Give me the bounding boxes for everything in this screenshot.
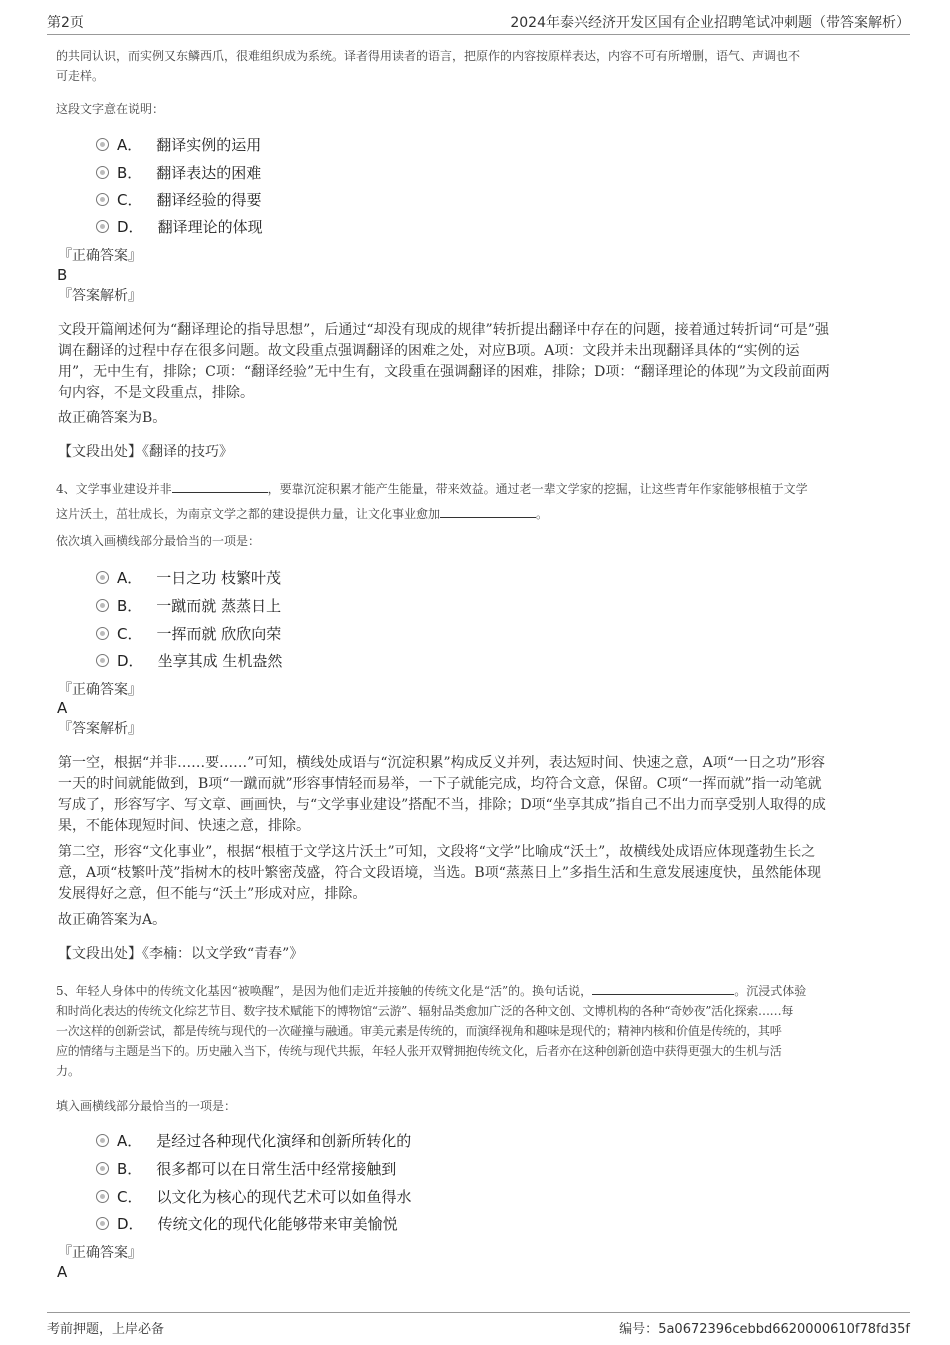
q5-option-a[interactable]: A． 是经过各种现代化演绎和创新所转化的 (96, 1129, 411, 1151)
q4-option-c[interactable]: C． 一挥而就 欣欣向荣 (96, 622, 281, 644)
q3-answer-label: 『正确答案』 (58, 248, 142, 264)
q4-stem: 4、文学事业建设并非 ，要靠沉淀积累才能产生能量，带来效益。通过老一辈文学家的挖掘，让这些青年作家能够根植于文学 这片沃土，茁壮成长，为南京文学之都的建设提供力量，让文化事业愈加 。 (56, 478, 896, 524)
radio-button-icon[interactable] (96, 166, 109, 179)
q3-answer: B (57, 266, 68, 284)
q5-option-c[interactable]: C． 以文化为核心的现代艺术可以如鱼得水 (96, 1185, 412, 1207)
radio-button-icon[interactable] (96, 1190, 109, 1203)
q3-option-c[interactable]: C． 翻译经验的得要 (96, 188, 262, 210)
radio-button-icon[interactable] (96, 571, 109, 584)
blank-line (172, 478, 268, 493)
q4-option-b[interactable]: B． 一蹴而就 蒸蒸日上 (96, 594, 281, 616)
q4-answer-label: 『正确答案』 (58, 682, 142, 698)
q4-prompt: 依次填入画横线部分最恰当的一项是： (56, 534, 261, 548)
radio-button-icon[interactable] (96, 1162, 109, 1175)
q3-prompt: 这段文字意在说明： (56, 102, 165, 116)
q4-conclusion: 故正确答案为A。 (58, 912, 167, 928)
q5-answer-label: 『正确答案』 (58, 1245, 142, 1261)
document-title: 2024年泰兴经济开发区国有企业招聘笔试冲刺题（带答案解析） (510, 15, 910, 31)
q3-source: 【文段出处】《翻译的技巧》 (58, 444, 233, 460)
q5-option-d[interactable]: D． 传统文化的现代化能够带来审美愉悦 (96, 1212, 398, 1234)
page-header (47, 12, 910, 35)
blank-line (440, 503, 536, 518)
q4-analysis-part1: 第一空，根据“并非……要……”可知，横线处成语与“沉淀积累”构成反义并列，表达短时间、快速之意，A项“一日之功”形容 一天的时间就能做到，B项“一蹴而就”形容事情轻而易举，一下子就能完成，均符合文意，保留。C项“一挥而就”指一动笔就 写成了，形容写字、写文章、画画快，与“文学事业建设”搭配不当，排除；D项“坐享其成”指自己不出力而享受别人取得的成 果，不能体现短时间、快速之意，排除。 (58, 755, 826, 834)
q5-answer: A (57, 1263, 68, 1281)
q3-option-b[interactable]: B． 翻译表达的困难 (96, 161, 261, 183)
q3-analysis: 文段开篇阐述何为“翻译理论的指导思想”，后通过“却没有现成的规律”转折提出翻译中存在的问题，接着通过转折词“可是”强 调在翻译的过程中存在很多问题。故文段重点强调翻译的困难之处，对应B项。A项：文段并未出现翻译具体的“实例的运 用”，无中生有，排除；C项：“翻译经验”无中生有，文段重在强调翻译的困难，排除；D项：“翻译理论的体现”为文段前面两 句内容，不是文段重点，排除。 (58, 322, 830, 401)
document-code: 编号：5a0672396cebbd6620000610f78fd35f (619, 1322, 910, 1337)
q5-prompt: 填入画横线部分最恰当的一项是： (56, 1099, 237, 1113)
footer-slogan: 考前押题，上岸必备 (47, 1322, 165, 1337)
radio-button-icon[interactable] (96, 654, 109, 667)
q5-option-b[interactable]: B． 很多都可以在日常生活中经常接触到 (96, 1157, 396, 1179)
q3-conclusion: 故正确答案为B。 (58, 410, 167, 426)
radio-button-icon[interactable] (96, 193, 109, 206)
radio-button-icon[interactable] (96, 220, 109, 233)
radio-button-icon[interactable] (96, 599, 109, 612)
q4-option-a[interactable]: A． 一日之功 枝繁叶茂 (96, 566, 281, 588)
q4-analysis-label: 『答案解析』 (58, 721, 142, 737)
q4-source: 【文段出处】《李楠：以文学致“青春”》 (58, 946, 304, 962)
radio-button-icon[interactable] (96, 627, 109, 640)
q4-answer: A (57, 699, 68, 717)
q3-analysis-label: 『答案解析』 (58, 288, 142, 304)
page-footer (47, 1312, 910, 1337)
radio-button-icon[interactable] (96, 1217, 109, 1230)
q4-analysis-part2: 第二空，形容“文化事业”，根据“根植于文学这片沃土”可知，文段将“文学”比喻成“沃土”，故横线处成语应体现蓬勃生长之 意，A项“枝繁叶茂”指树木的枝叶繁密茂盛，符合文段语境，当选。B项“蒸蒸日上”多指生活和生意发展速度快，虽然能体现 发展得好之意，但不能与“沃土”形成对应，排除。 (58, 844, 822, 902)
radio-button-icon[interactable] (96, 1134, 109, 1147)
q3-option-d[interactable]: D． 翻译理论的体现 (96, 215, 263, 237)
q4-option-d[interactable]: D． 坐享其成 生机盎然 (96, 649, 282, 671)
q3-continued-text: 的共同认识，而实例又东鳞西爪，很难组织成为系统。译者得用读者的语言，把原作的内容按原样表达，内容不可有所增删，语气、声调也不 可走样。 (56, 49, 801, 83)
radio-button-icon[interactable] (96, 138, 109, 151)
q5-stem: 5、年轻人身体中的传统文化基因“被唤醒”，是因为他们走近并接触的传统文化是“活”的。换句话说， 。沉浸式体验 和时尚化表达的传统文化综艺节目、数字技术赋能下的博物馆“云游”、辐射品类愈加广泛的各种文创、文博机构的各种“奇妙夜”活化探索……每 一次这样的创新尝试，都是传统与现代的一次碰撞与融通。审美元素是传统的，而演绎视角和趣味是现代的；精神内核和价值是传统的，其呼 应的情绪与主题是当下的。历史融入当下，传统与现代共振，年轻人张开双臂拥抱传统文化，后者亦在这种创新创造中获得更强大的生机与活 力。 (56, 980, 901, 1081)
q3-option-a[interactable]: A． 翻译实例的运用 (96, 133, 261, 155)
blank-line (592, 980, 734, 995)
page-number: 第2页 (47, 15, 84, 31)
